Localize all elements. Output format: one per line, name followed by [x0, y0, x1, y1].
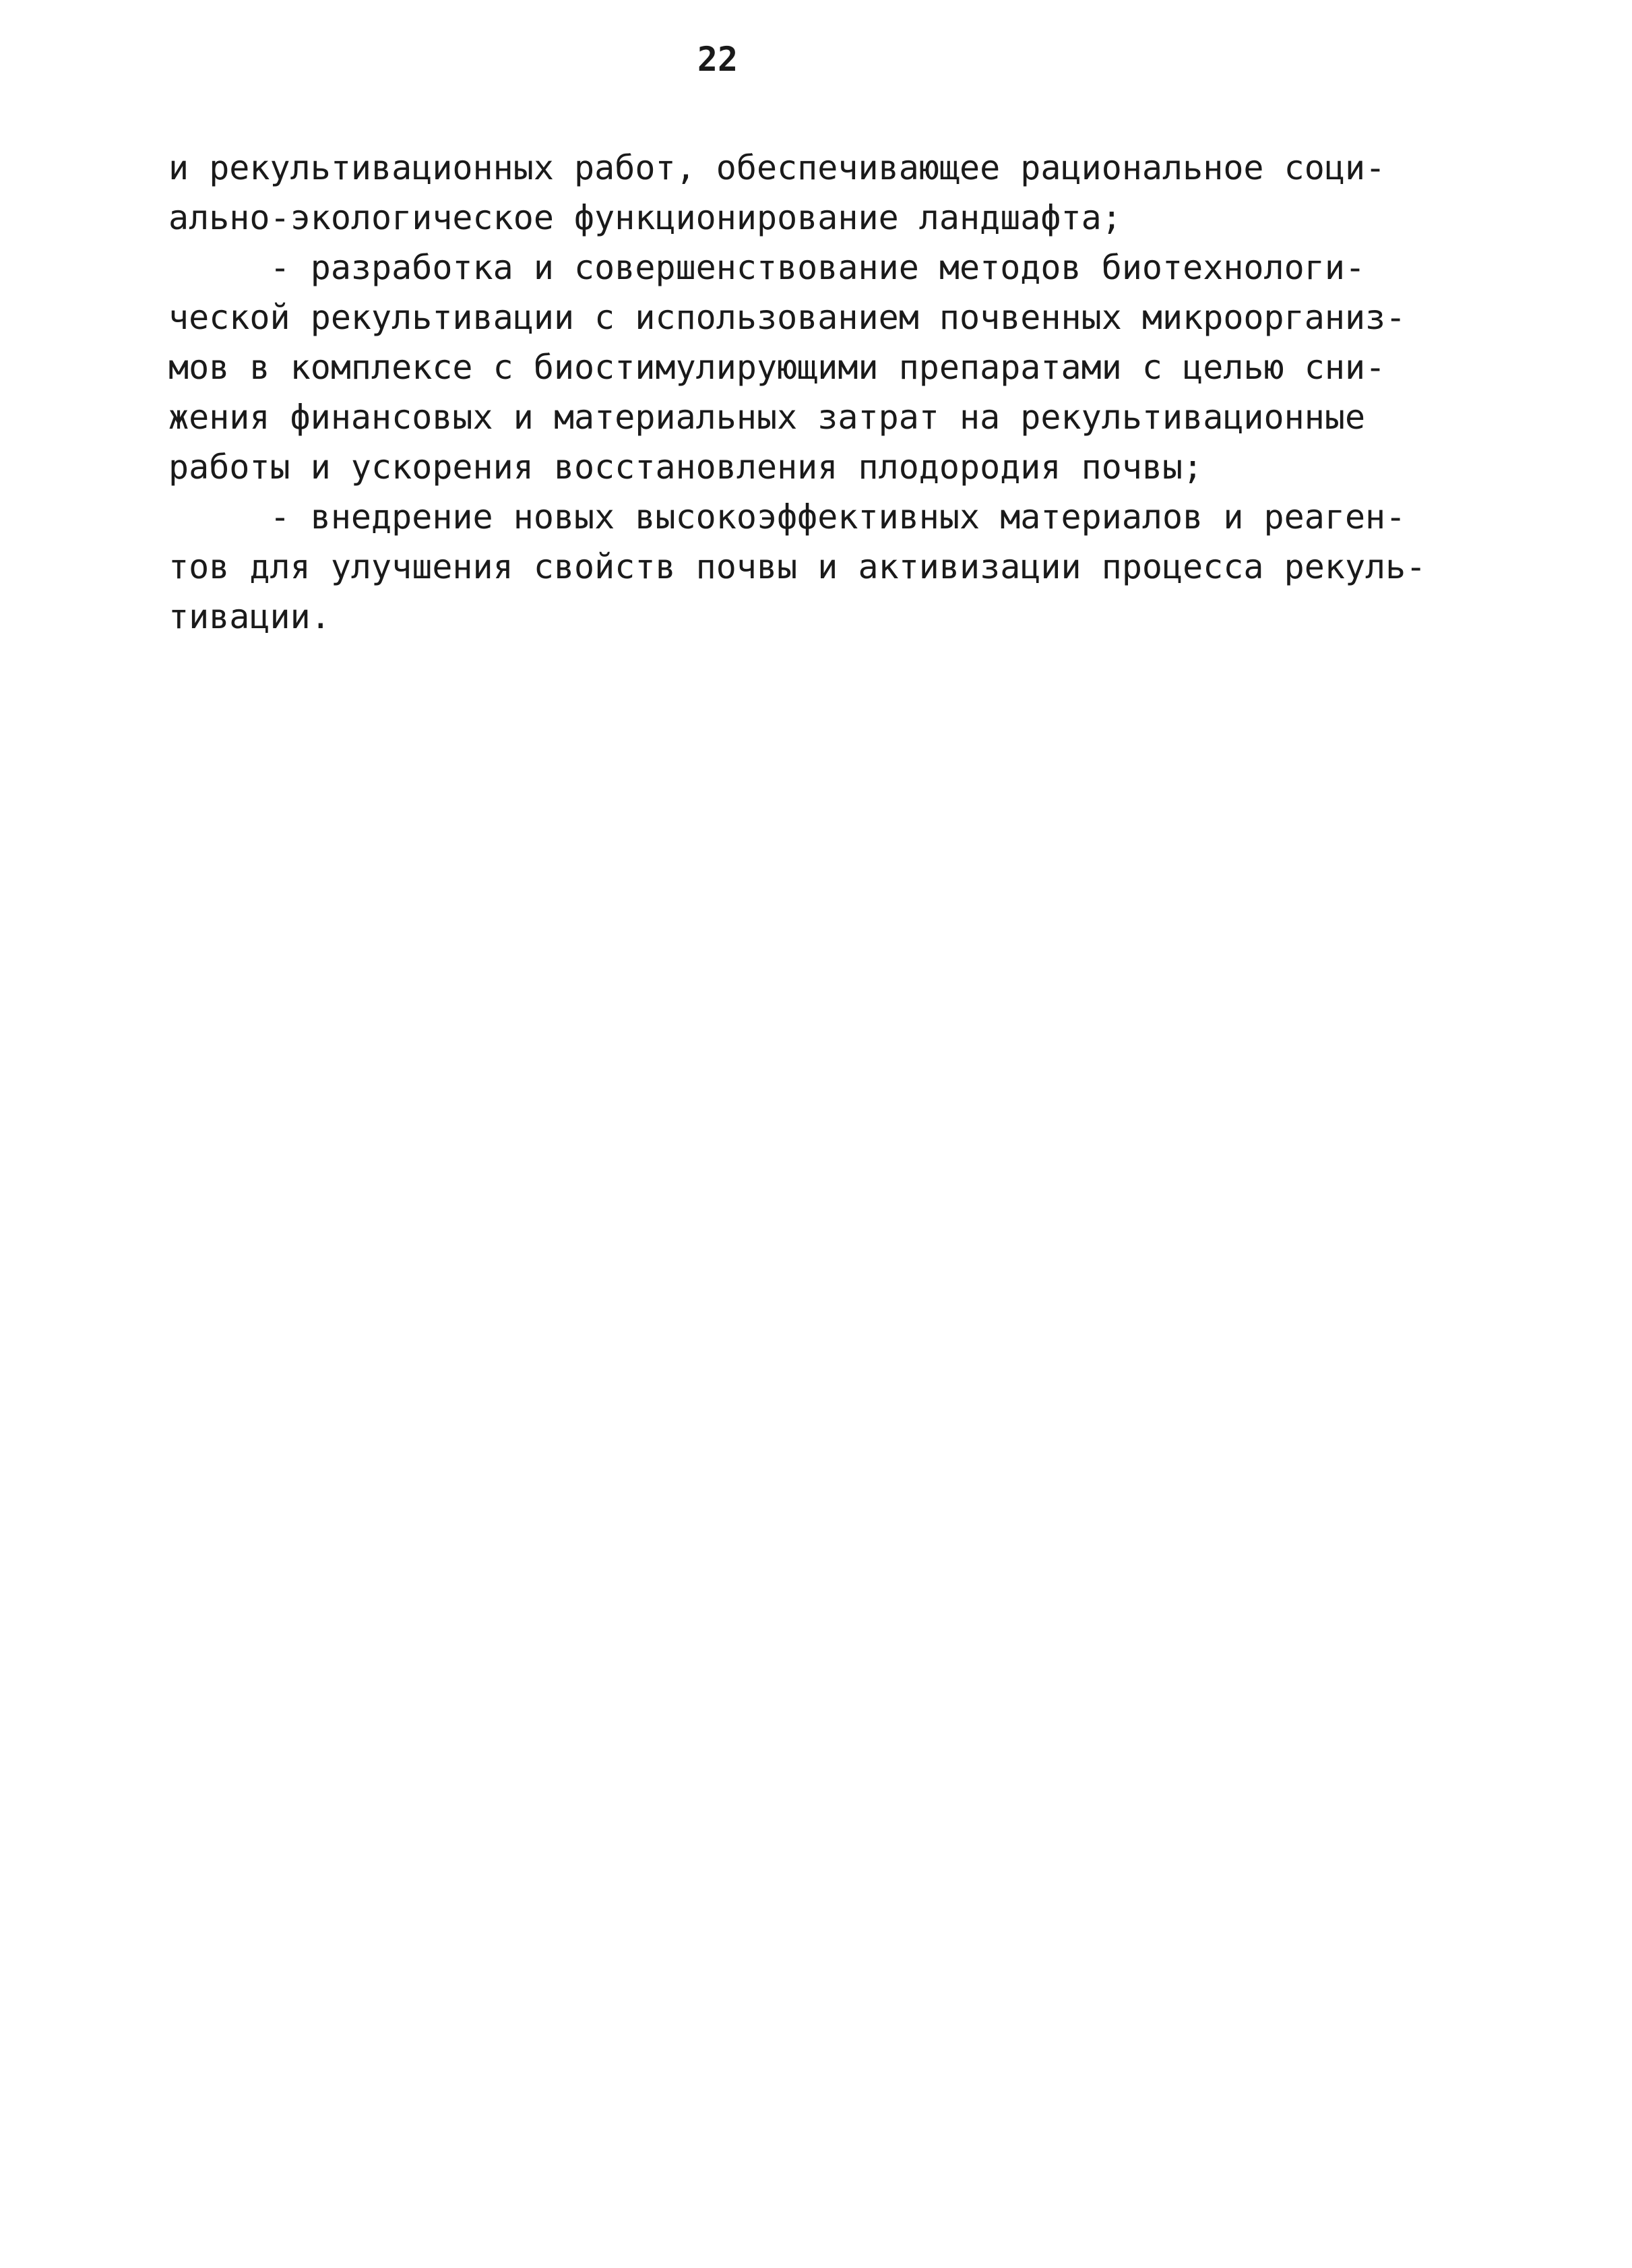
text-line: - разработка и совершенствование методов биотехнологи- [168, 248, 1366, 287]
text-line: ческой рекультивации с использованием почвенных микроорганиз- [168, 298, 1406, 337]
text-line: работы и ускорения восстановления плодородия почвы; [168, 448, 1203, 487]
text-line: и рекультивационных работ, обеспечивающее рациональное соци- [168, 148, 1386, 187]
text-line: жения финансовых и материальных затрат на рекультивационные [168, 398, 1366, 437]
text-line: тивации. [168, 597, 331, 636]
page-number: 22 [697, 40, 739, 79]
text-line: мов в комплексе с биостимулирующими препаратами с целью сни- [168, 348, 1386, 387]
text-line: ально-экологическое функционирование ландшафта; [168, 198, 1122, 237]
text-line: - внедрение новых высокоэффективных материалов и реаген- [168, 497, 1406, 537]
body-text [168, 143, 1482, 642]
text-line: тов для улучшения свойств почвы и активизации процесса рекуль- [168, 547, 1426, 586]
